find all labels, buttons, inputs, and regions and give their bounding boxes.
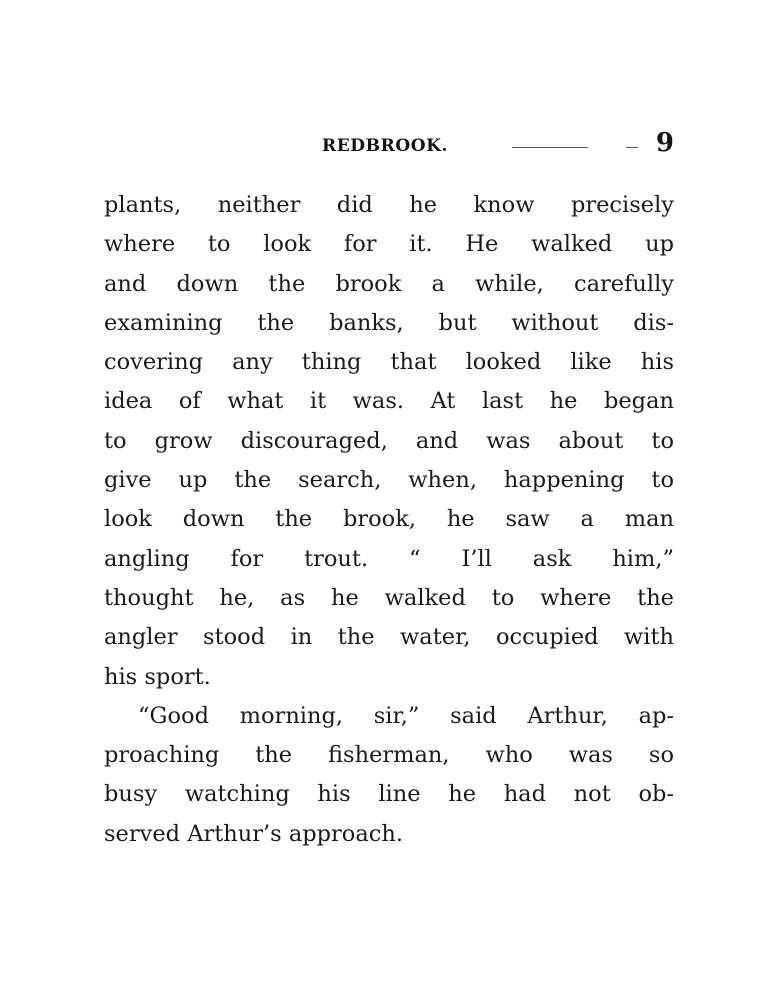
text-line: covering any thing that looked like his (104, 349, 674, 376)
text-line: his sport. (104, 663, 211, 690)
text-line: plants, neither did he know precisely (104, 192, 674, 218)
running-head (104, 130, 674, 162)
text-line: angler stood in the water, occupied with (104, 624, 674, 651)
text-line: examining the banks, but without dis- (104, 309, 674, 336)
text-line: to grow discouraged, and was about to (104, 427, 674, 454)
text-line: “Good morning, sir,” said Arthur, ap- (138, 702, 674, 729)
paragraph-1 (104, 186, 674, 697)
text-line: busy watching his line he had not ob- (104, 781, 674, 808)
text-line: look down the brook, he saw a man (104, 506, 674, 533)
text-line: served Arthur’s approach. (104, 820, 404, 847)
paragraph-2 (104, 697, 674, 854)
text-line: where to look for it. He walked up (104, 231, 674, 258)
text-line: give up the search, when, happening to (104, 467, 674, 494)
text-line: and down the brook a while, carefully (104, 270, 674, 297)
text-line: proaching the fisherman, who was so (104, 742, 674, 769)
body-text (104, 186, 674, 854)
header-rule (512, 147, 588, 148)
text-line: thought he, as he walked to where the (104, 584, 674, 611)
header-dash (626, 147, 638, 148)
running-title: REDBROOK. (322, 136, 449, 156)
text-line: idea of what it was. At last he began (104, 388, 674, 415)
page-number: 9 (655, 128, 674, 158)
text-line: angling for trout. “ I’ll ask him,” (104, 545, 674, 572)
